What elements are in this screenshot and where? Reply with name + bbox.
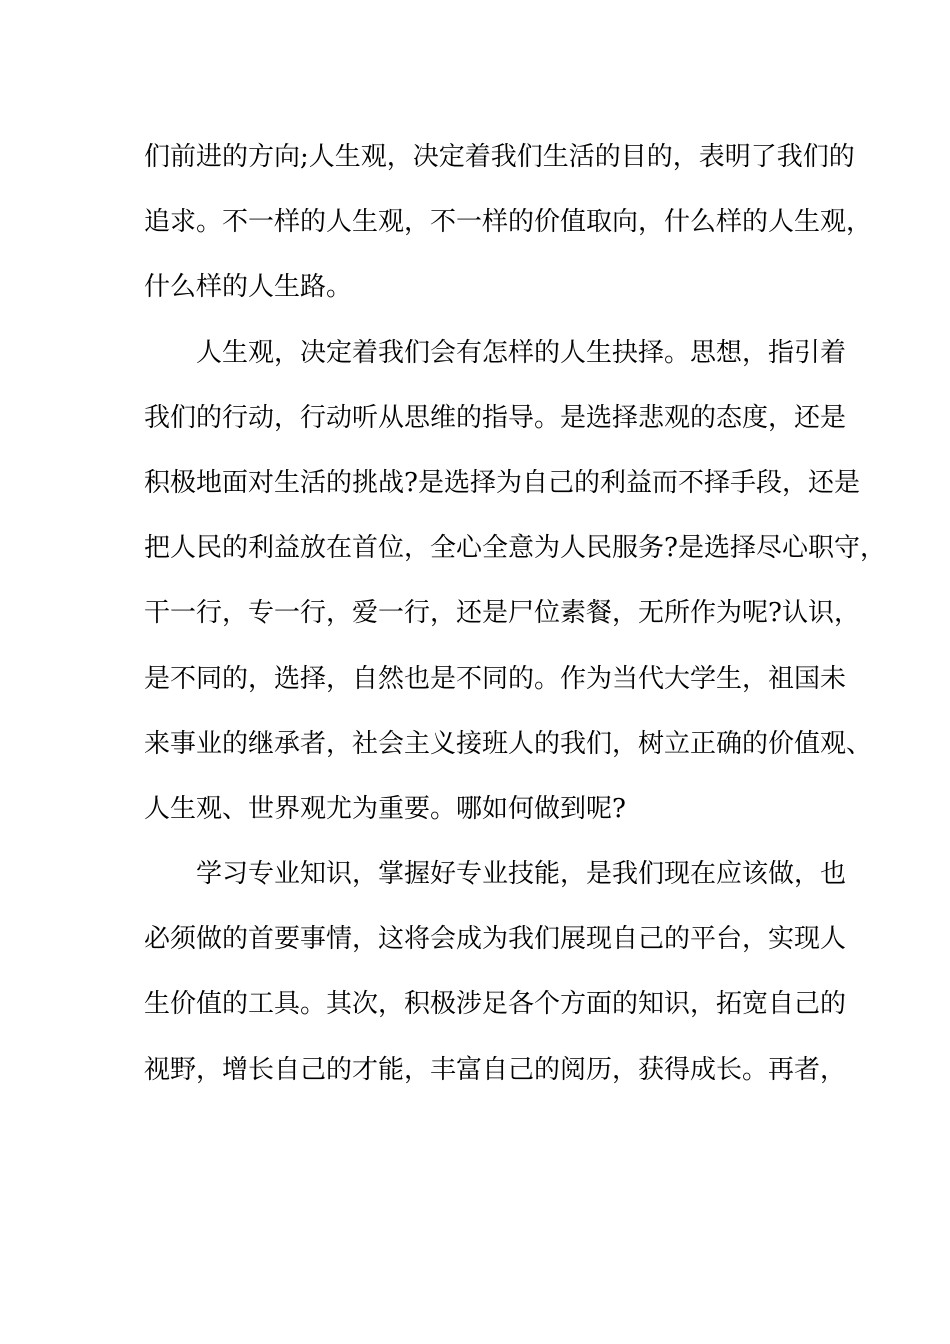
- text-line: 来事业的继承者，社会主义接班人的我们，树立正确的价值观、: [144, 728, 873, 759]
- text-line: 视野，增长自己的才能，丰富自己的阅历，获得成长。再者，: [144, 1054, 847, 1085]
- text-line: 人生观，决定着我们会有怎样的人生抉择。思想，指引着: [196, 337, 847, 368]
- text-line: 追求。不一样的人生观，不一样的价值取向，什么样的人生观，: [144, 207, 873, 238]
- text-line: 什么样的人生路。: [144, 272, 353, 303]
- body-text: [144, 125, 886, 1103]
- text-line: 生价值的工具。其次，积极涉足各个方面的知识，拓宽自己的: [144, 989, 847, 1020]
- text-line: 是不同的，选择，自然也是不同的。作为当代大学生，祖国未: [144, 663, 847, 694]
- text-line: 人生观、世界观尤为重要。哪如何做到呢?: [144, 793, 626, 824]
- text-line: 积极地面对生活的挑战?是选择为自己的利益而不择手段，还是: [144, 467, 860, 498]
- text-line: 把人民的利益放在首位，全心全意为人民服务?是选择尽心职守，: [144, 533, 886, 564]
- text-line: 必须做的首要事情，这将会成为我们展现自己的平台，实现人: [144, 924, 847, 955]
- text-line: 我们的行动，行动听从思维的指导。是选择悲观的态度，还是: [144, 402, 847, 433]
- text-line: 们前进的方向;人生观，决定着我们生活的目的，表明了我们的: [144, 142, 855, 172]
- text-line: 学习专业知识，掌握好专业技能，是我们现在应该做，也: [196, 859, 847, 890]
- text-line: 干一行，专一行，爱一行，还是尸位素餐，无所作为呢?认识，: [144, 598, 860, 629]
